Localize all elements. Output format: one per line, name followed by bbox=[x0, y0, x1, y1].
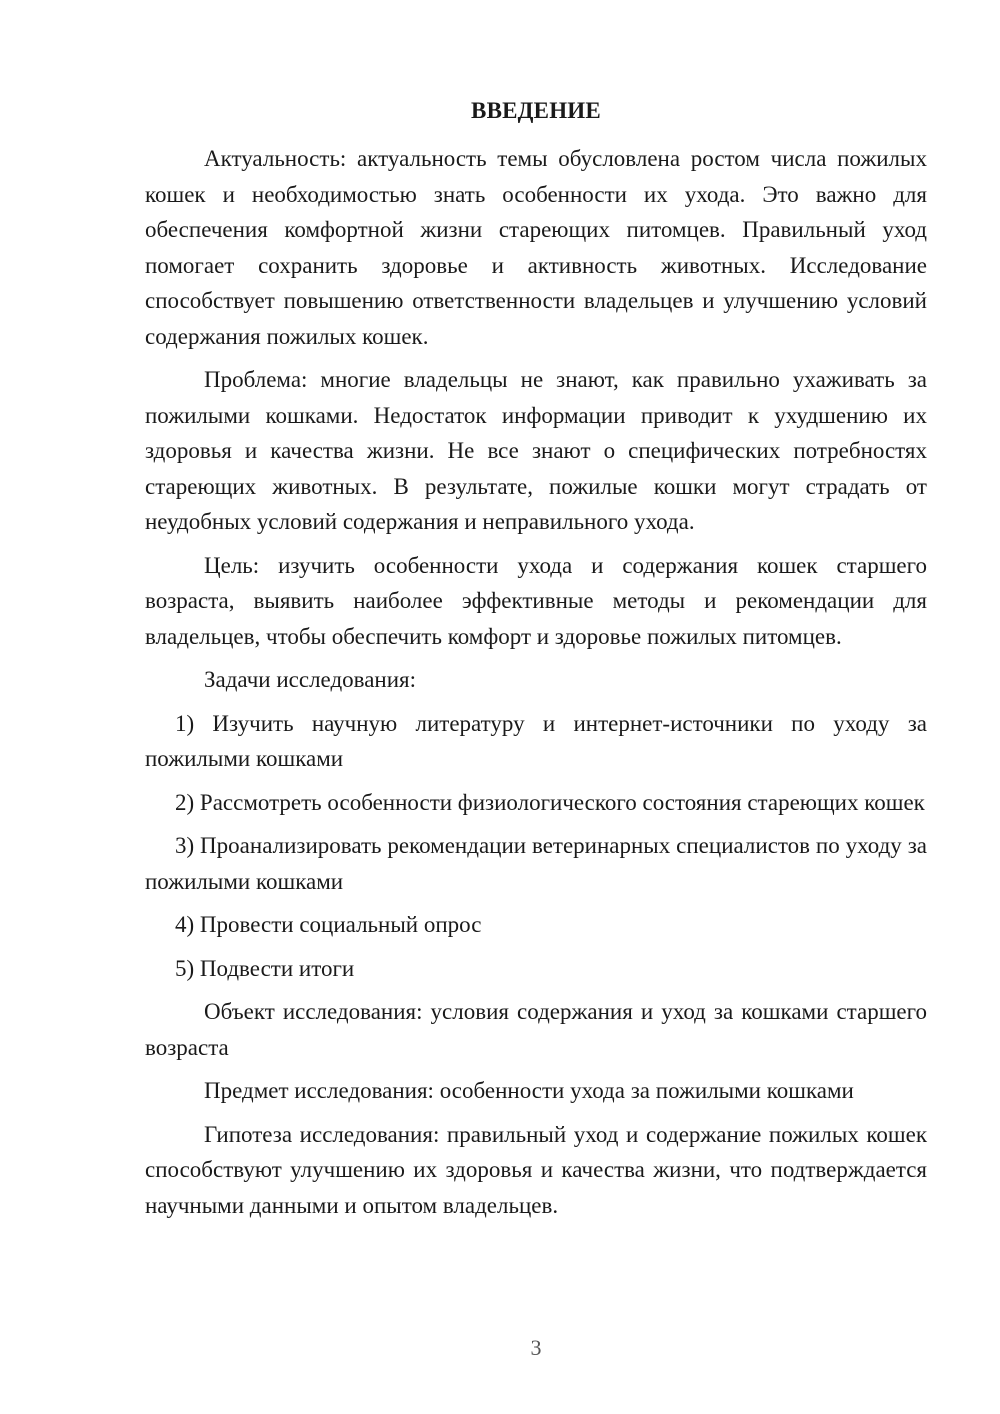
goal-paragraph: Цель: изучить особенности ухода и содержания кошек старшего возраста, выявить наиболее эффективные методы и рекомендации для владельцев, чтобы обеспечить комфорт и здоровье пожилых питомцев. bbox=[145, 552, 927, 649]
object-paragraph: Объект исследования: условия содержания и уход за кошками старшего возраста bbox=[145, 999, 927, 1060]
tasks-heading: Задачи исследования: bbox=[204, 667, 417, 692]
page-number: 3 bbox=[530, 1335, 542, 1360]
relevance-paragraph: Актуальность: актуальность темы обусловлена ростом числа пожилых кошек и необходимостью знать особенности их ухода. Это важно для обеспечения комфортной жизни стареющих питомцев. Правильный уход помогает сохранить здоровье и активность животных. Исследование способствует повышению ответственности владельцев и улучшению условий содержания пожилых кошек. bbox=[145, 146, 927, 349]
task-item: 3) Проанализировать рекомендации ветеринарных специалистов по уходу за пожилыми кошками bbox=[145, 833, 927, 894]
problem-paragraph: Проблема: многие владельцы не знают, как правильно ухаживать за пожилыми кошками. Недостаток информации приводит к ухудшению их здоровья и качества жизни. Не все знают о специфических потребностях стареющих животных. В результате, пожилые кошки могут страдать от неудобных условий содержания и неправильного ухода. bbox=[145, 367, 927, 534]
task-item: 1) Изучить научную литературу и интернет-источники по уходу за пожилыми кошками bbox=[145, 710, 927, 771]
section-title: ВВЕДЕНИЕ bbox=[471, 98, 601, 123]
subject-paragraph: Предмет исследования: особенности ухода за пожилыми кошками bbox=[204, 1078, 854, 1103]
task-item: 4) Провести социальный опрос bbox=[175, 912, 482, 937]
task-item: 5) Подвести итоги bbox=[175, 955, 355, 981]
document-body bbox=[145, 141, 927, 1231]
task-item: 2) Рассмотреть особенности физиологического состояния стареющих кошек bbox=[175, 789, 925, 815]
document-page bbox=[145, 0, 927, 1414]
hypothesis-paragraph: Гипотеза исследования: правильный уход и содержание пожилых кошек способствуют улучшению их здоровья и качества жизни, что подтверждается научными данными и опытом владельцев. bbox=[145, 1121, 927, 1218]
